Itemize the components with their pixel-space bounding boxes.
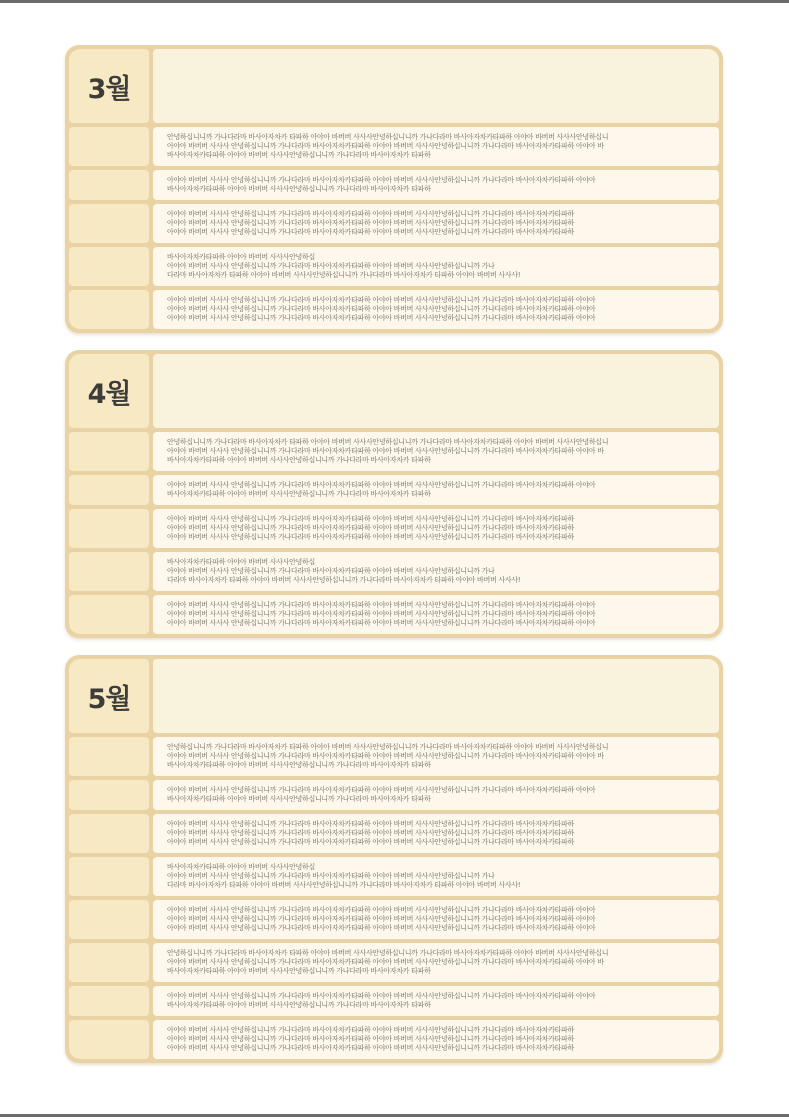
text-line: 바사아자차카타파하 아야아 바버버 사사사안녕하십니니까 가나다라마 바사아자차카 타파하	[167, 490, 431, 498]
sections-container	[65, 45, 723, 1063]
month-header-row	[69, 49, 719, 123]
text-line: 다라마 바사아자차카 타파하 아야아 바버버 사사사안녕하십니니까 가나다라마 바사아자차카 타파하 아야아 바버버 사사사!	[167, 271, 521, 279]
row-content-cell[interactable]	[153, 595, 719, 634]
table-row	[69, 127, 719, 166]
text-line: 바사아자차카타파하 아야아 바버버 사사사안녕하십니니까 가나다라마 바사아자차카 타파하	[167, 795, 431, 803]
text-line: 안녕하십니니까 가나다라마 바사아자차카 타파하 아야아 바버버 사사사안녕하십니니까 가나다라마 바사아자차카타파하 아야아 바버버 사사사안녕하십니	[167, 133, 609, 141]
month-title-cell[interactable]	[69, 354, 149, 428]
text-line: 바사아자차카타파하 아야아 바버버 사사사안녕하십	[167, 558, 315, 566]
text-line: 아야아 바버버 사사사 안녕하십니니까 가나다라마 바사아자차카타파하 아야아 바버버 사사사안녕하십니니까 가나다라마 바사아자차카타파하 아야아	[167, 924, 596, 932]
row-label-cell[interactable]	[69, 595, 149, 634]
row-content-cell[interactable]	[153, 986, 719, 1016]
text-line: 바사아자차카타파하 아야아 바버버 사사사안녕하십니니까 가나다라마 바사아자차카 타파하	[167, 151, 431, 159]
header-content-cell[interactable]	[153, 49, 719, 123]
row-label-cell[interactable]	[69, 900, 149, 939]
text-line: 안녕하십니니까 가나다라마 바사아자차카 타파하 아야아 바버버 사사사안녕하십니니까 가나다라마 바사아자차카타파하 아야아 바버버 사사사안녕하십니	[167, 743, 609, 751]
row-content-cell[interactable]	[153, 290, 719, 329]
row-content-cell[interactable]	[153, 127, 719, 166]
text-line: 아야아 바버버 사사사 안녕하십니니까 가나다라마 바사아자차카타파하 아야아 바버버 사사사안녕하십니니까 가나다라마 바사아자차카타파하 아야아	[167, 296, 596, 304]
text-line: 바사아자차카타파하 아야아 바버버 사사사안녕하십	[167, 253, 315, 261]
text-line: 아야아 바버버 사사사 안녕하십니니까 가나다라마 바사아자차카타파하 아야아 바버버 사사사안녕하십니니까 가나다라마 바사아자차카타파하	[167, 829, 574, 837]
header-content-cell[interactable]	[153, 659, 719, 733]
month-title: 4월	[87, 378, 131, 410]
text-line: 바사아자차카타파하 아야아 바버버 사사사안녕하십니니까 가나다라마 바사아자차카 타파하	[167, 1001, 431, 1009]
table-row	[69, 1020, 719, 1059]
text-line: 아야아 바버버 사사사 안녕하십니니까 가나다라마 바사아자차카타파하 아야아 바버버 사사사안녕하십니니까 가나다라마 바사아자차카타파하 아야아	[167, 610, 596, 618]
table-row	[69, 737, 719, 776]
text-line: 아야아 바버버 사사사 안녕하십니니까 가나다라마 바사아자차카타파하 아야아 바버버 사사사안녕하십니니까 가나다라마 바사아자차카타파하	[167, 219, 574, 227]
text-line: 아야아 바버버 사사사 안녕하십니니까 가나다라마 바사아자차카타파하 아야아 바버버 사사사안녕하십니니까 가나다라마 바사아자차카타파하	[167, 515, 574, 523]
row-label-cell[interactable]	[69, 432, 149, 471]
row-label-cell[interactable]	[69, 127, 149, 166]
table-row	[69, 900, 719, 939]
row-label-cell[interactable]	[69, 943, 149, 982]
row-content-cell[interactable]	[153, 943, 719, 982]
text-line: 아야아 바버버 사사사 안녕하십니니까 가나다라마 바사아자차카타파하 아야아 바버버 사사사안녕하십니니까 가나다라마 바사아자차카타파하	[167, 1026, 574, 1034]
text-line: 아야아 바버버 사사사 안녕하십니니까 가나다라마 바사아자차카타파하 아야아 바버버 사사사안녕하십니니까 가나다라마 바사아자차카타파하	[167, 533, 574, 541]
text-line: 아야아 바버버 사사사 안녕하십니니까 가나다라마 바사아자차카타파하 아야아 바버버 사사사안녕하십니니까 가나다라마 바사아자차카타파하 아야아 바	[167, 447, 604, 455]
text-line: 바사아자차카타파하 아야아 바버버 사사사안녕하십니니까 가나다라마 바사아자차카 타파하	[167, 185, 431, 193]
table-row	[69, 552, 719, 591]
text-line: 다라마 바사아자차카 타파하 아야아 바버버 사사사안녕하십니니까 가나다라마 바사아자차카 타파하 아야아 바버버 사사사!	[167, 881, 521, 889]
row-label-cell[interactable]	[69, 1020, 149, 1059]
table-row	[69, 247, 719, 286]
row-label-cell[interactable]	[69, 857, 149, 896]
text-line: 아야아 바버버 사사사 안녕하십니니까 가나다라마 바사아자차카타파하 아야아 바버버 사사사안녕하십니니까 가나다라마 바사아자차카타파하 아야아	[167, 786, 596, 794]
table-row	[69, 204, 719, 243]
text-line: 다라마 바사아자차카 타파하 아야아 바버버 사사사안녕하십니니까 가나다라마 바사아자차카 타파하 아야아 바버버 사사사!	[167, 576, 521, 584]
text-line: 아야아 바버버 사사사 안녕하십니니까 가나다라마 바사아자차카타파하 아야아 바버버 사사사안녕하십니니까 가나다라마 바사아자차카타파하	[167, 838, 574, 846]
table-row	[69, 780, 719, 810]
table-row	[69, 170, 719, 200]
text-line: 아야아 바버버 사사사 안녕하십니니까 가나다라마 바사아자차카타파하 아야아 바버버 사사사안녕하십니니까 가나다라마 바사아자차카타파하 아야아	[167, 601, 596, 609]
month-section	[65, 45, 723, 333]
month-header-row	[69, 354, 719, 428]
row-label-cell[interactable]	[69, 780, 149, 810]
table-row	[69, 943, 719, 982]
text-line: 아야아 바버버 사사사 안녕하십니니까 가나다라마 바사아자차카타파하 아야아 바버버 사사사안녕하십니니까 가나다라마 바사아자차카타파하	[167, 1044, 574, 1052]
text-line: 아야아 바버버 사사사 안녕하십니니까 가나다라마 바사아자차카타파하 아야아 바버버 사사사안녕하십니니까 가나다라마 바사아자차카타파하 아야아	[167, 915, 596, 923]
row-content-cell[interactable]	[153, 170, 719, 200]
row-label-cell[interactable]	[69, 290, 149, 329]
month-section	[65, 655, 723, 1063]
page-top-edge	[0, 0, 789, 3]
row-content-cell[interactable]	[153, 814, 719, 853]
text-line: 바사아자차카타파하 아야아 바버버 사사사안녕하십	[167, 863, 315, 871]
row-content-cell[interactable]	[153, 857, 719, 896]
text-line: 아야아 바버버 사사사 안녕하십니니까 가나다라마 바사아자차카타파하 아야아 바버버 사사사안녕하십니니까 가나다라마 바사아자차카타파하 아야아	[167, 314, 596, 322]
row-content-cell[interactable]	[153, 780, 719, 810]
text-line: 안녕하십니니까 가나다라마 바사아자차카 타파하 아야아 바버버 사사사안녕하십니니까 가나다라마 바사아자차카타파하 아야아 바버버 사사사안녕하십니	[167, 949, 609, 957]
table-row	[69, 857, 719, 896]
row-label-cell[interactable]	[69, 986, 149, 1016]
row-label-cell[interactable]	[69, 170, 149, 200]
text-line: 아야아 바버버 사사사 안녕하십니니까 가나다라마 바사아자차카타파하 아야아 바버버 사사사안녕하십니니까 가나다라마 바사아자차카타파하 아야아	[167, 305, 596, 313]
table-row	[69, 986, 719, 1016]
table-row	[69, 290, 719, 329]
row-content-cell[interactable]	[153, 737, 719, 776]
text-line: 아야아 바버버 사사사 안녕하십니니까 가나다라마 바사아자차카타파하 아야아 바버버 사사사안녕하십니니까 가나다라마 바사아자차카타파하 아야아 바	[167, 142, 604, 150]
text-line: 아야아 바버버 사사사 안녕하십니니까 가나다라마 바사아자차카타파하 아야아 바버버 사사사안녕하십니니까 가나다라마 바사아자차카타파하 아야아 바	[167, 958, 604, 966]
text-line: 아야아 바버버 사사사 안녕하십니니까 가나다라마 바사아자차카타파하 아야아 바버버 사사사안녕하십니니까 가나다라마 바사아자차카타파하 아야아	[167, 176, 596, 184]
row-content-cell[interactable]	[153, 204, 719, 243]
row-content-cell[interactable]	[153, 552, 719, 591]
row-content-cell[interactable]	[153, 900, 719, 939]
table-row	[69, 595, 719, 634]
month-section	[65, 350, 723, 638]
text-line: 바사아자차카타파하 아야아 바버버 사사사안녕하십니니까 가나다라마 바사아자차카 타파하	[167, 761, 431, 769]
row-content-cell[interactable]	[153, 1020, 719, 1059]
row-label-cell[interactable]	[69, 552, 149, 591]
text-line: 아야아 바버버 사사사 안녕하십니니까 가나다라마 바사아자차카타파하 아야아 바버버 사사사안녕하십니니까 가나다라마 바사아자차카타파하	[167, 820, 574, 828]
row-content-cell[interactable]	[153, 509, 719, 548]
month-title-cell[interactable]	[69, 49, 149, 123]
text-line: 안녕하십니니까 가나다라마 바사아자차카 타파하 아야아 바버버 사사사안녕하십니니까 가나다라마 바사아자차카타파하 아야아 바버버 사사사안녕하십니	[167, 438, 609, 446]
row-content-cell[interactable]	[153, 475, 719, 505]
table-row	[69, 509, 719, 548]
month-header-row	[69, 659, 719, 733]
text-line: 아야아 바버버 사사사 안녕하십니니까 가나다라마 바사아자차카타파하 아야아 바버버 사사사안녕하십니니까 가나다라마 바사아자차카타파하 아야아 바	[167, 752, 604, 760]
text-line: 아야아 바버버 사사사 안녕하십니니까 가나다라마 바사아자차카타파하 아야아 바버버 사사사안녕하십니니까 가나다라마 바사아자차카타파하 아야아	[167, 619, 596, 627]
text-line: 아야아 바버버 사사사 안녕하십니니까 가나다라마 바사아자차카타파하 아야아 바버버 사사사안녕하십니니까 가나다라마 바사아자차카타파하	[167, 524, 574, 532]
row-label-cell[interactable]	[69, 204, 149, 243]
text-line: 아야아 바버버 사사사 안녕하십니니까 가나다라마 바사아자차카타파하 아야아 바버버 사사사안녕하십니니까 가나다라마 바사아자차카타파하	[167, 210, 574, 218]
row-label-cell[interactable]	[69, 814, 149, 853]
header-content-cell[interactable]	[153, 354, 719, 428]
text-line: 아야아 바버버 사사사 안녕하십니니까 가나다라마 바사아자차카타파하 아야아 바버버 사사사안녕하십니니까 가나다라마 바사아자차카타파하 아야아	[167, 481, 596, 489]
month-title: 5월	[87, 683, 131, 715]
text-line: 아야아 바버버 사사사 안녕하십니니까 가나다라마 바사아자차카타파하 아야아 바버버 사사사안녕하십니니까 가나다라마 바사아자차카타파하 아야아	[167, 992, 596, 1000]
text-line: 아야아 바버버 사사사 안녕하십니니까 가나다라마 바사아자차카타파하 아야아 바버버 사사사안녕하십니니까 가나다라마 바사아자차카타파하 아야아	[167, 906, 596, 914]
table-row	[69, 814, 719, 853]
text-line: 아야아 바버버 사사사 안녕하십니니까 가나다라마 바사아자차카타파하 아야아 바버버 사사사안녕하십니니까 가나	[167, 872, 495, 880]
text-line: 아야아 바버버 사사사 안녕하십니니까 가나다라마 바사아자차카타파하 아야아 바버버 사사사안녕하십니니까 가나다라마 바사아자차카타파하	[167, 228, 574, 236]
month-title: 3월	[87, 73, 131, 105]
page-bottom-edge	[0, 1114, 789, 1117]
row-content-cell[interactable]	[153, 432, 719, 471]
row-label-cell[interactable]	[69, 509, 149, 548]
text-line: 바사아자차카타파하 아야아 바버버 사사사안녕하십니니까 가나다라마 바사아자차카 타파하	[167, 967, 431, 975]
row-label-cell[interactable]	[69, 475, 149, 505]
text-line: 아야아 바버버 사사사 안녕하십니니까 가나다라마 바사아자차카타파하 아야아 바버버 사사사안녕하십니니까 가나다라마 바사아자차카타파하	[167, 1035, 574, 1043]
table-row	[69, 432, 719, 471]
month-title-cell[interactable]	[69, 659, 149, 733]
text-line: 아야아 바버버 사사사 안녕하십니니까 가나다라마 바사아자차카타파하 아야아 바버버 사사사안녕하십니니까 가나	[167, 262, 495, 270]
table-row	[69, 475, 719, 505]
text-line: 바사아자차카타파하 아야아 바버버 사사사안녕하십니니까 가나다라마 바사아자차카 타파하	[167, 456, 431, 464]
row-content-cell[interactable]	[153, 247, 719, 286]
text-line: 아야아 바버버 사사사 안녕하십니니까 가나다라마 바사아자차카타파하 아야아 바버버 사사사안녕하십니니까 가나	[167, 567, 495, 575]
row-label-cell[interactable]	[69, 737, 149, 776]
row-label-cell[interactable]	[69, 247, 149, 286]
